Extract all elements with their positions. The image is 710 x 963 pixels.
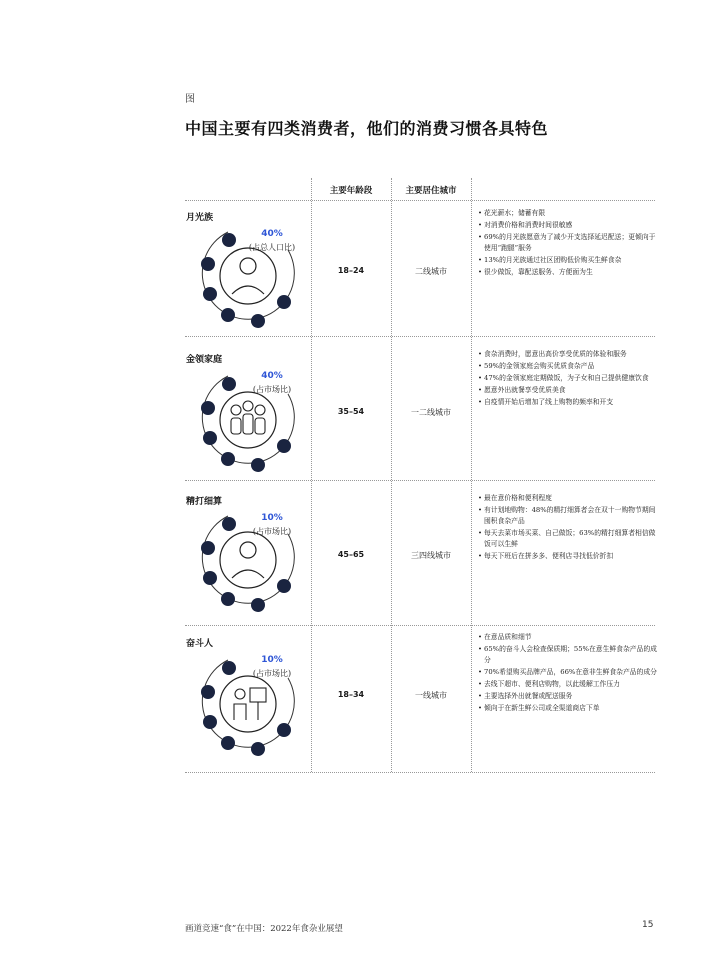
list-item: • 自疫情开始后增加了线上购物的频率和开支 [478,397,660,408]
page-number: 15 [642,920,654,930]
segment-icon-ring [192,366,304,474]
row-divider [185,625,655,626]
feature-list [478,632,660,715]
column-header-city: 主要居住城市 [405,186,457,196]
feature-list [478,493,660,563]
population-share-value: 40% [261,229,283,239]
market-share-value: 10% [261,513,283,523]
age-range: 18–24 [337,266,365,275]
list-item: • 每天去菜市场买菜、自己做饭；63%的精打细算者相信做饭可以生鲜 [478,528,660,550]
list-item: • 13%的月光族通过社区团购低价购买生鲜食杂 [478,255,660,266]
list-item: • 有计划地购物：48%的精打细算者会在双十一购物节期间囤积食杂产品 [478,505,660,527]
list-item: • 食杂消费时，愿意出高价享受优质的体验和服务 [478,349,660,360]
segment-name: 精打细算 [186,497,223,507]
population-share-caption: (占总人口比) [248,243,296,252]
list-item: • 主要选择外出就餐或配送服务 [478,691,660,702]
list-item: • 愿意外出就餐享受优质美食 [478,385,660,396]
figure-label: 图 [185,94,195,105]
list-item: • 最在意价格和便利程度 [478,493,660,504]
market-share-caption: (占市场比) [252,527,292,536]
city-tier: 三四线城市 [411,551,451,560]
list-item: • 65%的奋斗人会检查保质期；55%在意生鲜食杂产品的成分 [478,644,660,666]
age-range: 35–54 [337,407,365,416]
list-item: • 去线下超市、便利店购物，以此缓解工作压力 [478,679,660,690]
row-divider [185,336,655,337]
feature-list [478,349,660,409]
table-bottom-divider [185,772,655,773]
feature-list [478,208,660,279]
row-divider [185,480,655,481]
page-title: 中国主要有四类消费者，他们的消费习惯各具特色 [185,119,549,138]
city-tier: 一二线城市 [411,408,451,417]
market-share-value: 40% [261,371,283,381]
list-item: • 47%的金领家庭定期做饭，为子女和自己提供健康饮食 [478,373,660,384]
list-item: • 很少做饭，靠配送服务、方便面为生 [478,267,660,278]
list-item: • 59%的金领家庭会购买优质食杂产品 [478,361,660,372]
segment-icon-ring [192,650,304,758]
list-item: • 花光薪水；储蓄有限 [478,208,660,219]
list-item: • 每天下班后在拼多多、便利店寻找低价折扣 [478,551,660,562]
segment-name: 奋斗人 [186,639,214,649]
city-tier: 一线城市 [415,691,447,700]
segment-name: 金领家庭 [186,355,223,365]
age-range: 18–34 [337,690,365,699]
column-header-age: 主要年龄段 [329,186,373,196]
list-item: • 倾向于在新生鲜公司或全渠道商店下单 [478,703,660,714]
segment-name: 月光族 [186,213,214,223]
header-divider [185,200,655,201]
market-share-value: 10% [261,655,283,665]
list-item: • 70%希望购买品牌产品，66%在意非生鲜食杂产品的成分 [478,667,660,678]
list-item: • 在意品质和细节 [478,632,660,643]
column-divider [471,178,472,772]
age-range: 45–65 [337,550,365,559]
page-footer: 画道竞速“食”在中国：2022年食杂业展望 [185,924,343,934]
city-tier: 二线城市 [415,267,447,276]
list-item: • 69%的月光族愿意为了减少开支选择延迟配送；更倾向于使用“跑腿”服务 [478,232,660,254]
list-item: • 对消费价格和消费时间很敏感 [478,220,660,231]
market-share-caption: (占市场比) [252,669,292,678]
market-share-caption: (占市场比) [252,385,292,394]
